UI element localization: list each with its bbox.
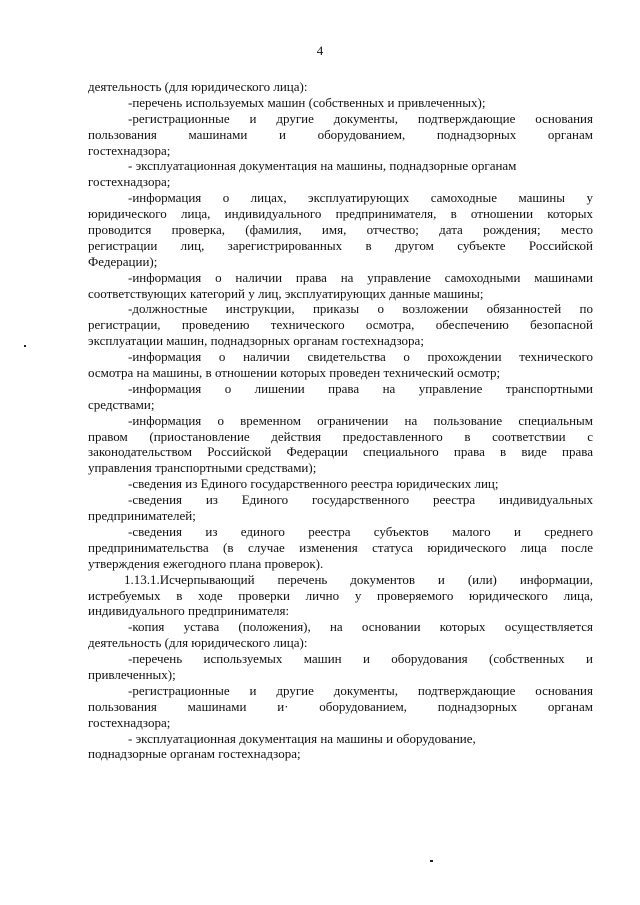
text-line: управления транспортными средствами);	[88, 460, 317, 476]
text-line: - эксплуатационная документация на машины, поднадзорные органам	[128, 158, 517, 174]
text-line: соответствующих категорий у лиц, эксплуатирующих данные машины;	[88, 285, 484, 301]
text-line: 1.13.1.Исчерпывающий перечень документов и (или) информации,	[124, 571, 593, 587]
text-line: привлеченных);	[88, 666, 176, 682]
text-line: законодательством Российской Федерации специального права в виде права	[88, 444, 593, 460]
text-line: юридического лица, индивидуального предпринимателя, в отношении которых	[88, 206, 593, 222]
text-line: -информация о лишении права на управление транспортными	[128, 380, 593, 396]
text-line: гостехнадзора;	[88, 142, 171, 158]
text-line: -регистрационные и другие документы, подтверждающие основания	[128, 110, 593, 126]
scan-speck	[430, 860, 433, 862]
text-line: гостехнадзора;	[88, 174, 171, 190]
text-line: эксплуатации машин, поднадзорных органам гостехнадзора;	[88, 333, 424, 349]
text-line: поднадзорные органам гостехнадзора;	[88, 746, 301, 762]
page-number: 4	[316, 43, 324, 58]
text-line: -сведения из Единого государственного реестра юридических лиц;	[128, 476, 499, 492]
text-line: -информация о наличии свидетельства о прохождении технического	[128, 349, 593, 365]
text-line: -информация о лицах, эксплуатирующих самоходные машины у	[128, 190, 593, 206]
text-line: регистрации лиц, зарегистрированных в другом субъекте Российской	[88, 237, 593, 253]
text-line: осмотра на машины, в отношении которых проведен технический осмотр;	[88, 365, 501, 381]
text-line: -информация о наличии права на управление самоходными машинами	[128, 269, 593, 285]
text-line: Федерации);	[88, 253, 158, 269]
text-line: -перечень используемых машин и оборудования (собственных и	[128, 651, 593, 667]
text-line: деятельность (для юридического лица):	[88, 79, 308, 94]
text-line: - эксплуатационная документация на машины и оборудование,	[128, 730, 476, 746]
text-line: -сведения из единого реестра субъектов малого и среднего	[128, 523, 593, 539]
document-body	[88, 79, 593, 762]
text-line: пользования машинами и· оборудованием, поднадзорных органам	[88, 698, 593, 714]
scan-speck	[24, 345, 26, 347]
text-line: проводится проверка, (фамилия, имя, отчество; дата рождения; место	[88, 222, 593, 238]
text-line: предпринимателей;	[88, 508, 196, 524]
text-line: предпринимательства (в случае изменения статуса юридического лица после	[88, 539, 593, 555]
text-line: -сведения из Единого государственного реестра индивидуальных	[128, 492, 593, 508]
text-line: пользования машинами и оборудованием, поднадзорных органам	[88, 126, 593, 142]
text-line: -регистрационные и другие документы, подтверждающие основания	[128, 682, 593, 698]
text-line: гостехнадзора;	[88, 714, 171, 730]
text-line: деятельность (для юридического лица):	[88, 635, 308, 651]
text-line: -перечень используемых машин (собственных и привлеченных);	[128, 94, 486, 110]
text-line: -информация о временном ограничении на пользование специальным	[128, 412, 593, 428]
text-line: -копия устава (положения), на основании которых осуществляется	[128, 619, 593, 635]
text-line: регистрации, проведению технического осмотра, обеспечению безопасной	[88, 317, 593, 333]
text-line: утверждения ежегодного плана проверок).	[88, 555, 324, 571]
text-line: -должностные инструкции, приказы о возложении обязанностей по	[128, 301, 593, 317]
text-line: истребуемых в ходе проверки лично у проверяемого юридического лица,	[88, 587, 593, 603]
text-line: правом (приостановление действия предоставленного в соответствии с	[88, 428, 593, 444]
text-line: средствами;	[88, 396, 155, 412]
text-line: индивидуального предпринимателя:	[88, 603, 290, 619]
